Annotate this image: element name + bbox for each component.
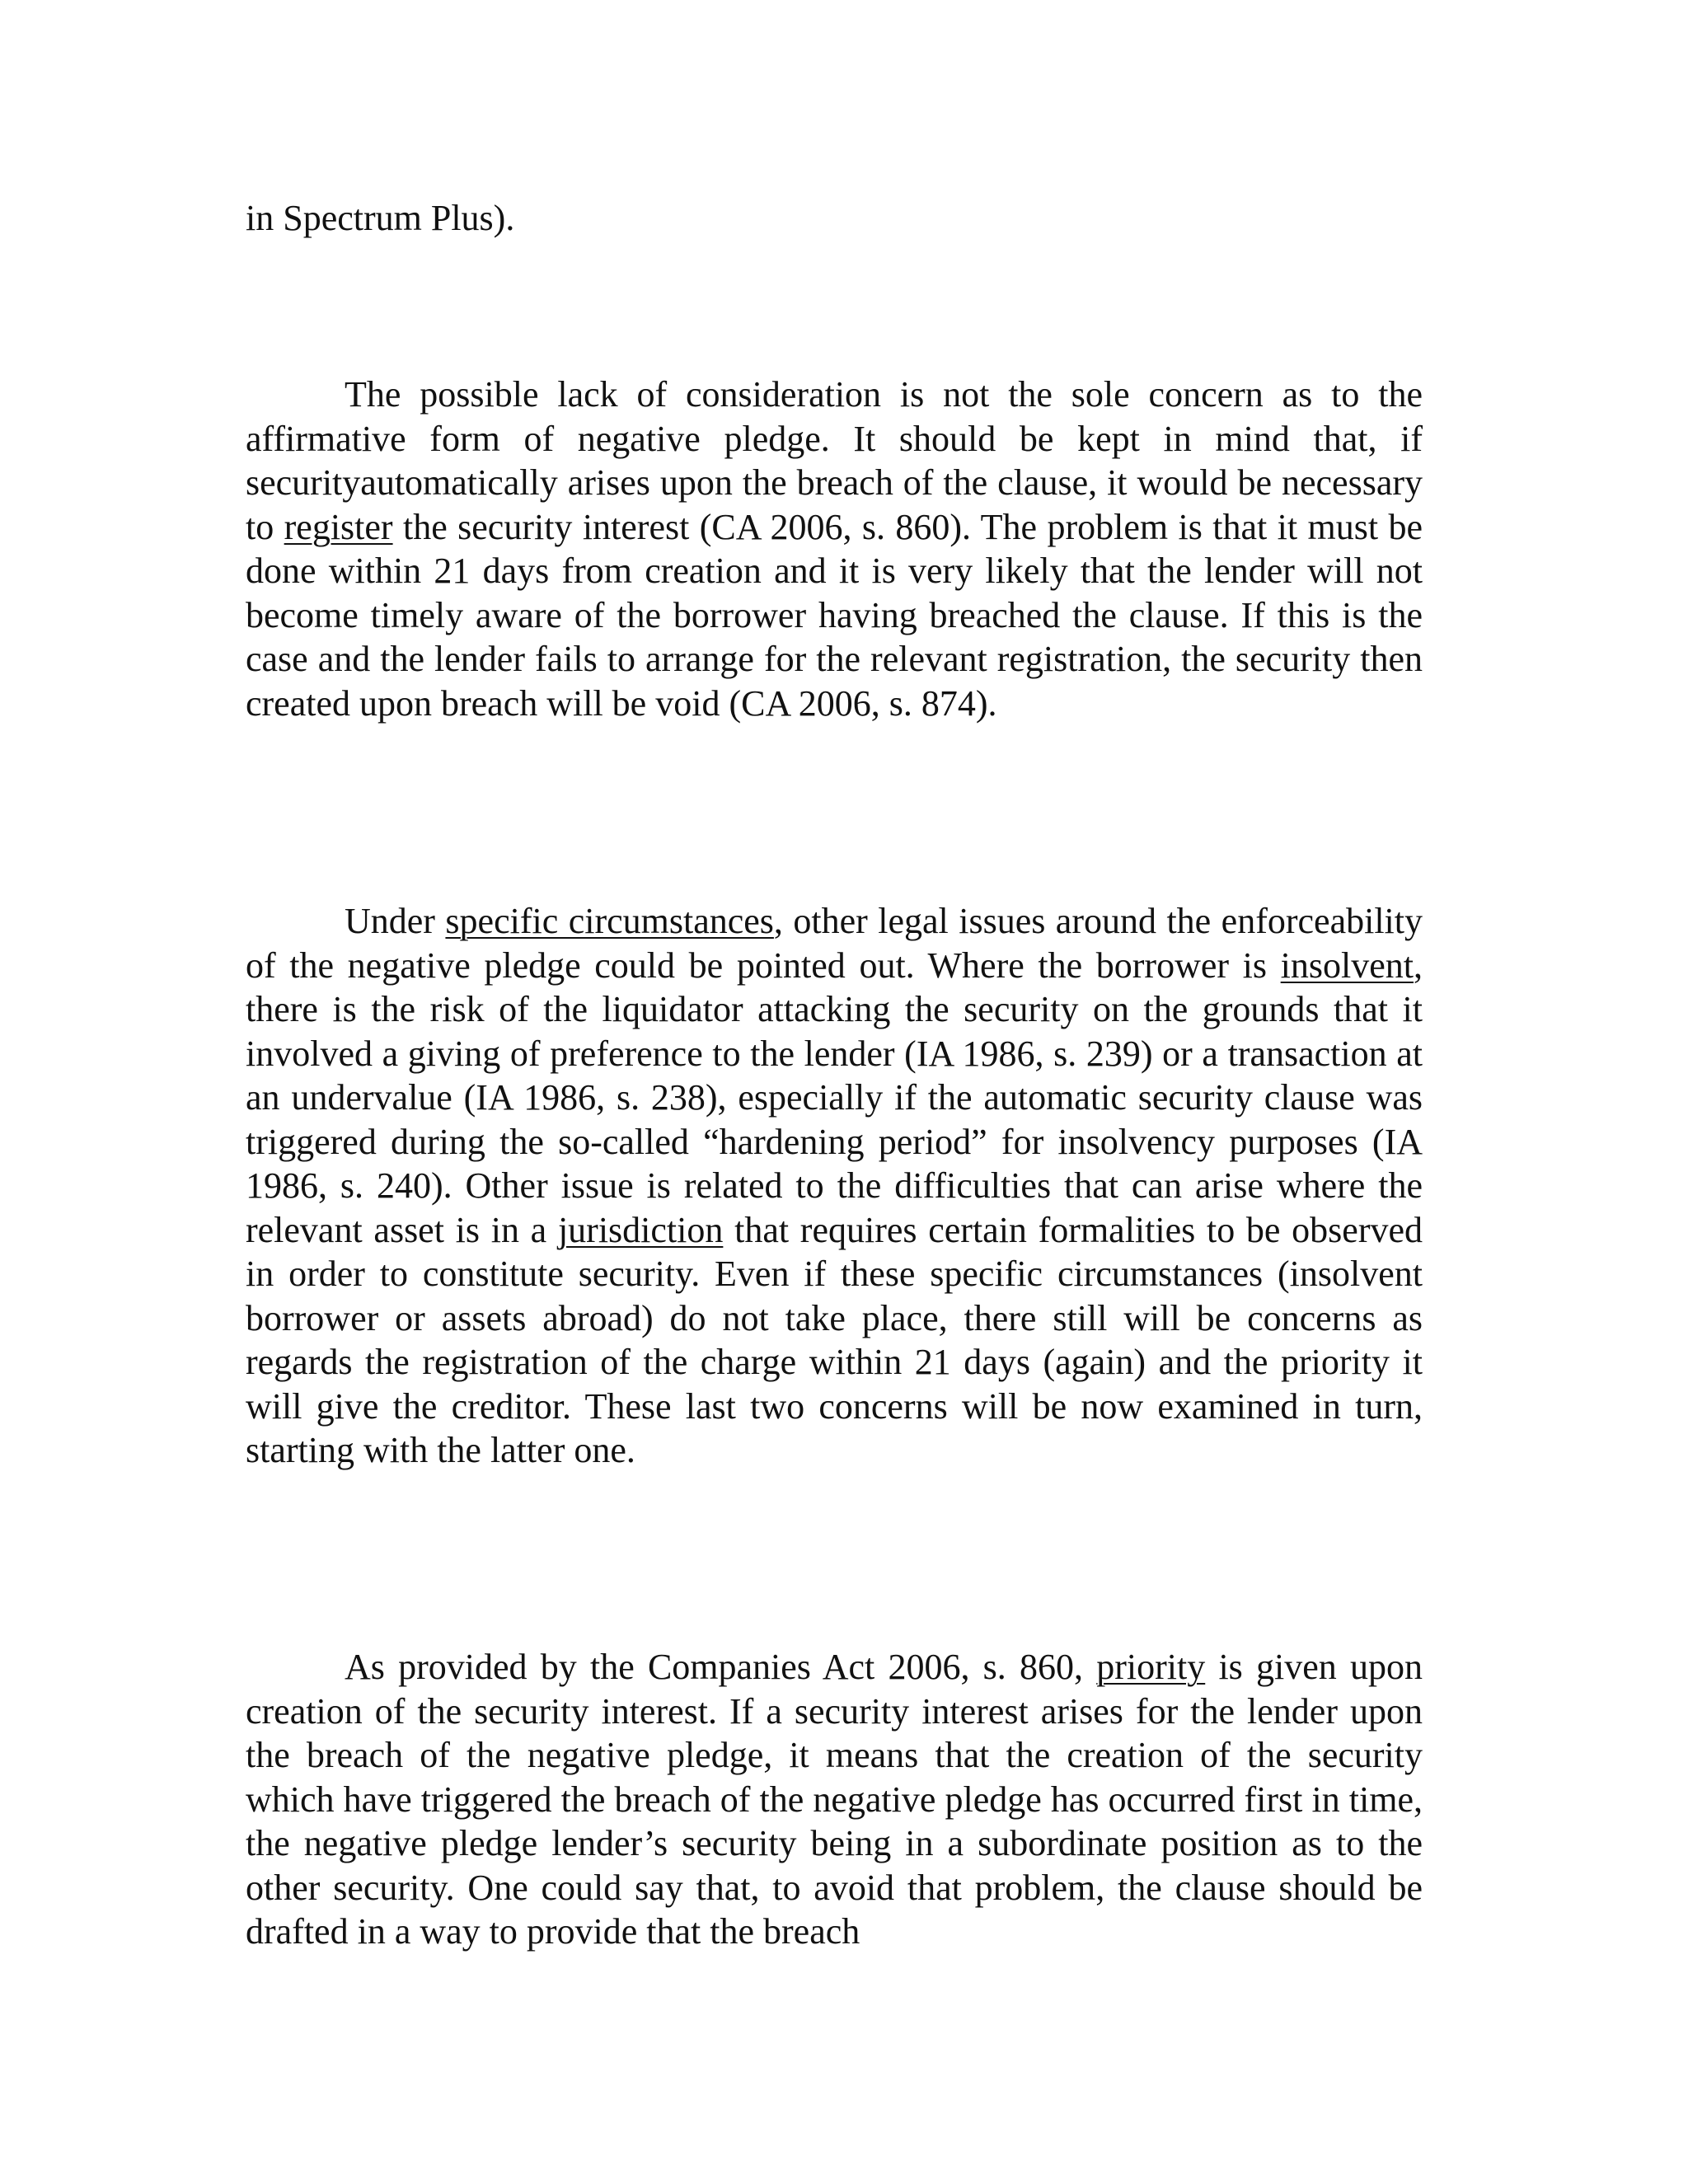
text-run: in Spectrum Plus). <box>246 198 515 238</box>
paragraph-specific-circumstances <box>246 899 1423 1473</box>
text-run: The possible lack of consideration is not the sole concern as to the affirmative form of negative pledge. It should be kept in mind that, if securityautomatically arises upon the breach of the clause, it would be necessary to <box>246 374 1423 547</box>
text-run: , there is the risk of the liquidator attacking the security on the grounds that it involved a giving of preference to the lender (IA 1986, s. 239) or a transaction at an undervalue (IA 1986, s. 238), especially if the automatic security clause was triggered during the so-called “hardening period” for insolvency purposes (IA 1986, s. 240). Other issue is related to the difficulties that can arise where the relevant asset is in a <box>246 944 1423 1250</box>
text-run: the security interest (CA 2006, s. 860). The problem is that it must be done within 21 days from creation and it is very likely that the lender will not become timely aware of the borrower having breached the clause. If this is the case and the lender fails to arrange for the relevant registration, the security then created upon breach will be void (CA 2006, s. 874). <box>246 506 1423 724</box>
underlined-term-insolvent: insolvent <box>1280 944 1414 986</box>
underlined-term-jurisdiction: jurisdiction <box>557 1209 724 1250</box>
text-run: As provided by the Companies Act 2006, s. 860, <box>345 1647 1097 1687</box>
text-run: Under <box>345 901 446 941</box>
text-run: that requires certain formalities to be observed in order to constitute security. Even if these specific circumstances (insolvent borrower or assets abroad) do not take place, there still will be concerns as regards the registration of the charge within 21 days (again) and the priority it will give the creditor. These last two concerns will be now examined in turn, starting with the latter one. <box>246 1209 1423 1470</box>
paragraph-priority <box>246 1645 1423 1954</box>
text-run: is given upon creation of the security interest. If a security interest arises for the lender upon the breach of the negative pledge, it means that the creation of the security which have triggered the breach of the negative pledge has occurred first in time, the negative pledge lender’s security being in a subordinate position as to the other security. One could say that, to avoid that problem, the clause should be drafted in a way to provide that the breach <box>246 1647 1423 1952</box>
underlined-term-priority: priority <box>1096 1647 1206 1687</box>
paragraph-text <box>246 1645 1423 1954</box>
paragraph-registration-concern <box>246 373 1423 725</box>
paragraph-continuation <box>246 196 1423 241</box>
text-run: , other legal issues around the enforceability of the negative pledge could be pointed out. Where the borrower is <box>246 901 1423 986</box>
underlined-term-specific-circumstances: specific circumstances <box>445 901 774 941</box>
paragraph-text <box>246 899 1423 1473</box>
underlined-term-register: register <box>284 506 393 547</box>
paragraph-text <box>246 196 1423 241</box>
paragraph-text <box>246 373 1423 725</box>
